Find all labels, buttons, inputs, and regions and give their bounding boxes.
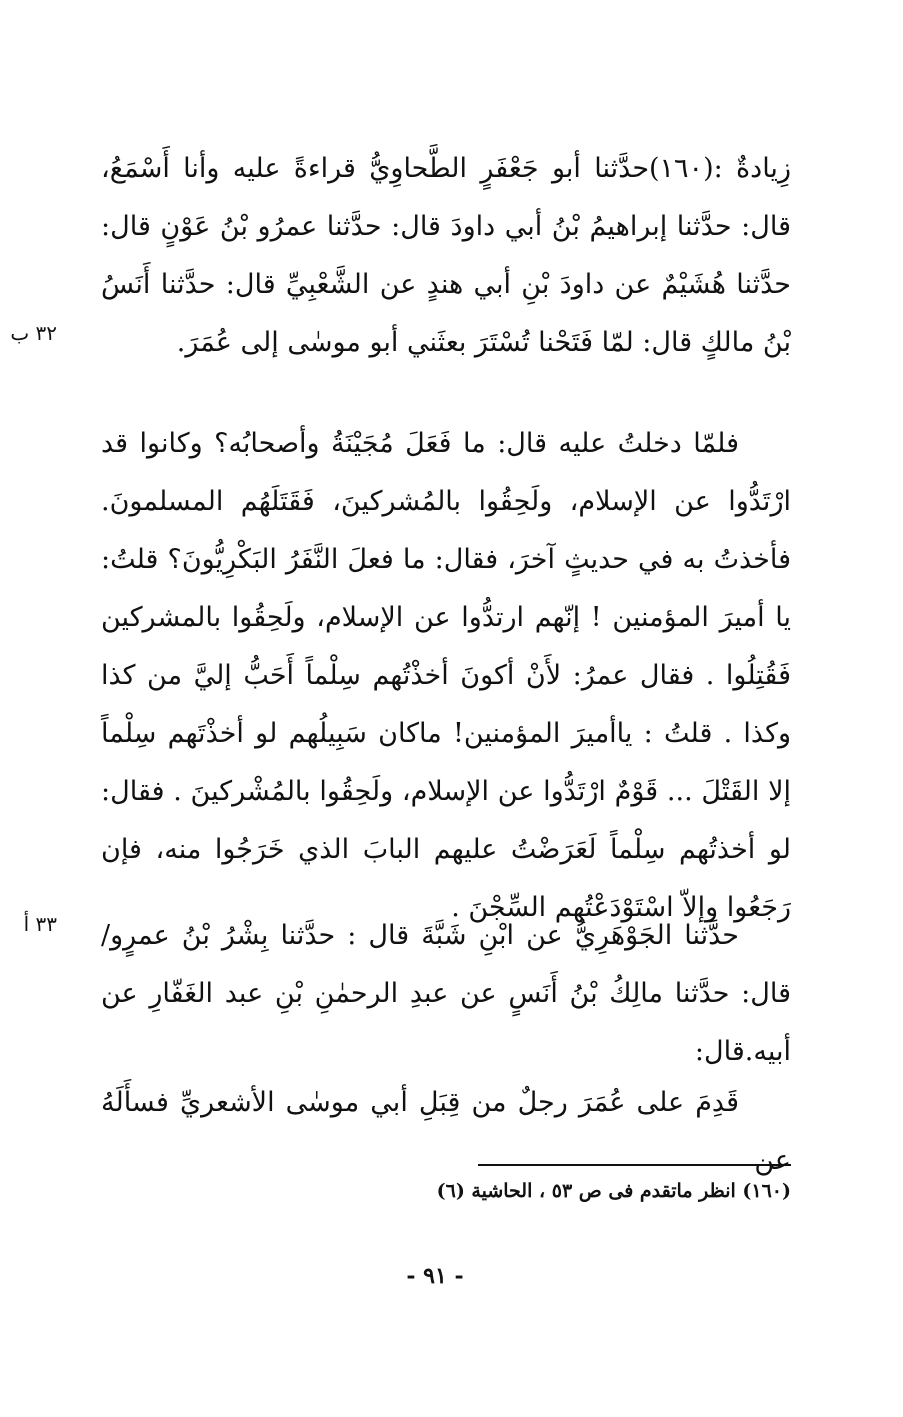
paragraph-3: حدَّثنا الجَوْهَرِيُّ عن ابْنِ شَبَّةَ قال : حدَّثنا بِشْرُ بْنُ عمرٍو/قال: حدَّثنا مالِكُ بْنُ أَنَسٍ عن عبدِ الرحمٰنِ بْنِ عبد الغَفّارِ عن أبيه.قال: <box>101 920 791 1067</box>
page-number: - ٩١ - <box>406 1263 464 1289</box>
paragraph-1: زِيادةٌ :(١٦٠)حدَّثنا أبو جَعْفَرٍ الطَّحاوِيُّ قراءةً عليه وأنا أَسْمَعُ، قال: حدَّثنا إبراهيمُ بْنُ أبي داودَ قال: حدَّثنا عمرُو بْنُ عَوْنٍ قال: حدَّثنا هُشَيْمٌ عن داودَ بْنِ أبي هندٍ عن الشَّعْبِيِّ قال: حدَّثنا أَنَسُ بْنُ مالكٍ قال: لمّا فَتَحْنا تُسْتَرَ بعثَني أبو موسٰى إلى عُمَرَ. <box>101 153 791 358</box>
margin-folio-note-32b: ٣٢ ب <box>10 321 57 345</box>
footnote-divider <box>478 1164 791 1166</box>
footnote: (١٦٠) انظر ماتقدم فى ص ٥٣ ، الحاشية (٦) <box>436 1180 791 1202</box>
paragraph-2: فلمّا دخلتُ عليه قال: ما فَعَلَ مُجَيْنَةُ وأصحابُه؟ وكانوا قد ارْتَدُّوا عن الإسلام، ولَحِقُوا بالمُشركينَ، فَقَتَلَهُم المسلمونَ. فأخذتُ به في حديثٍ آخرَ، فقال: ما فعلَ النَّفَرُ البَكْرِيُّونَ؟ قلتُ: يا أميرَ المؤمنين ! إنّهم ارتدُّوا عن الإسلام، ولَحِقُوا بالمشركين فَقُتِلُوا . فقال عمرُ: لأَنْ أكونَ أخذْتُهم سِلْماً أَحَبُّ إليَّ من كذا وكذا . قلتُ : ياأميرَ المؤمنين! ماكان سَبِيلُهم لو أخذْتَهم سِلْماً إلا القَتْلَ ... قَوْمٌ ارْتَدُّوا عن الإسلام، ولَحِقُوا بالمُشْركينَ . فقال: لو أخذتُهم سِلْماً لَعَرَضْتُ عليهم البابَ الذي خَرَجُوا منه، فإن رَجَعُوا وإلاّ اسْتَوْدَعْتُهم السِّجْنَ . <box>101 428 791 923</box>
paragraph-4: قَدِمَ على عُمَرَ رجلٌ من قِبَلِ أبي موسٰى الأشعريِّ فسأَلَهُ عن <box>101 1087 791 1176</box>
margin-folio-note-33a: ٣٣ أ <box>23 912 57 936</box>
